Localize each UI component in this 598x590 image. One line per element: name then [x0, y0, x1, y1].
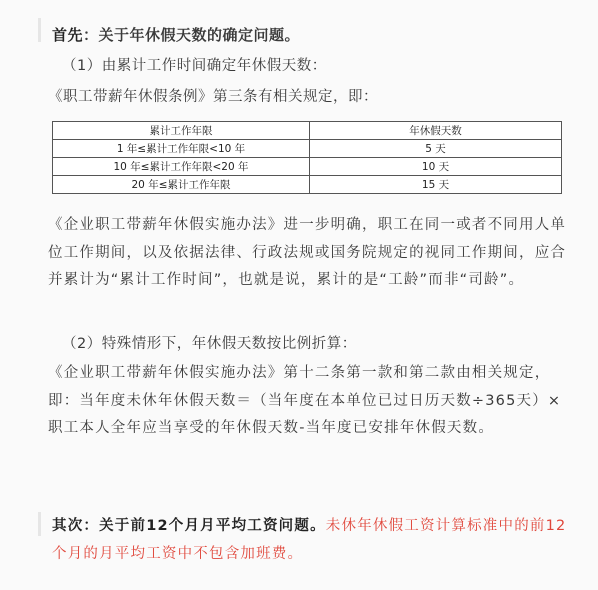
table-header-years: 累计工作年限 [53, 122, 310, 140]
regulation-intro: 《职工带薪年休假条例》第三条有相关规定，即： [48, 89, 378, 105]
table-cell: 5 天 [310, 140, 562, 158]
table-row [53, 140, 562, 158]
table-cell: 10 年≤累计工作年限<20 年 [53, 158, 310, 176]
table-cell: 10 天 [310, 158, 562, 176]
item-two: （2）特殊情形下，年休假天数按比例折算： [62, 336, 357, 352]
heading-accent-bar [38, 512, 41, 536]
heading-second [52, 513, 576, 568]
table-row [53, 176, 562, 194]
heading-first-text: ：关于年休假天数的确定问题。 [83, 26, 301, 44]
heading-first-lead: 首先 [52, 26, 84, 44]
table-header-days: 年休假天数 [310, 122, 562, 140]
table-cell: 15 天 [310, 176, 562, 194]
table-row [53, 158, 562, 176]
table-cell: 20 年≤累计工作年限 [53, 176, 310, 194]
table-cell: 1 年≤累计工作年限<10 年 [53, 140, 310, 158]
item-one: （1）由累计工作时间确定年休假天数： [62, 58, 327, 74]
heading-second-lead: 其次 [52, 518, 84, 534]
table-header-row [53, 122, 562, 140]
heading-accent-bar [38, 18, 41, 42]
heading-second-highlight: 未休年休假工资计算标准中的前12个月的月平均工资中不包含加班费。 [52, 518, 567, 562]
paragraph-cumulative-time: 《企业职工带薪年休假实施办法》进一步明确，职工在同一或者不同用人单位工作期间，以及依据法律、行政法规或国务院规定的视同工作期间，应合并累计为“累计工作时间”，也就是说，累计的是“工龄”而非“司龄”。 [48, 217, 567, 288]
paragraph-proration: 《企业职工带薪年休假实施办法》第十二条第一款和第二款由相关规定，即：当年度未休年休假天数＝（当年度在本单位已过日历天数÷365天）×职工本人全年应当享受的年休假天数-当年度已安排年休假天数。 [48, 365, 562, 436]
heading-first [52, 22, 572, 49]
heading-second-text: ：关于前12个月月平均工资问题。 [83, 518, 326, 534]
leave-days-table [52, 121, 562, 194]
